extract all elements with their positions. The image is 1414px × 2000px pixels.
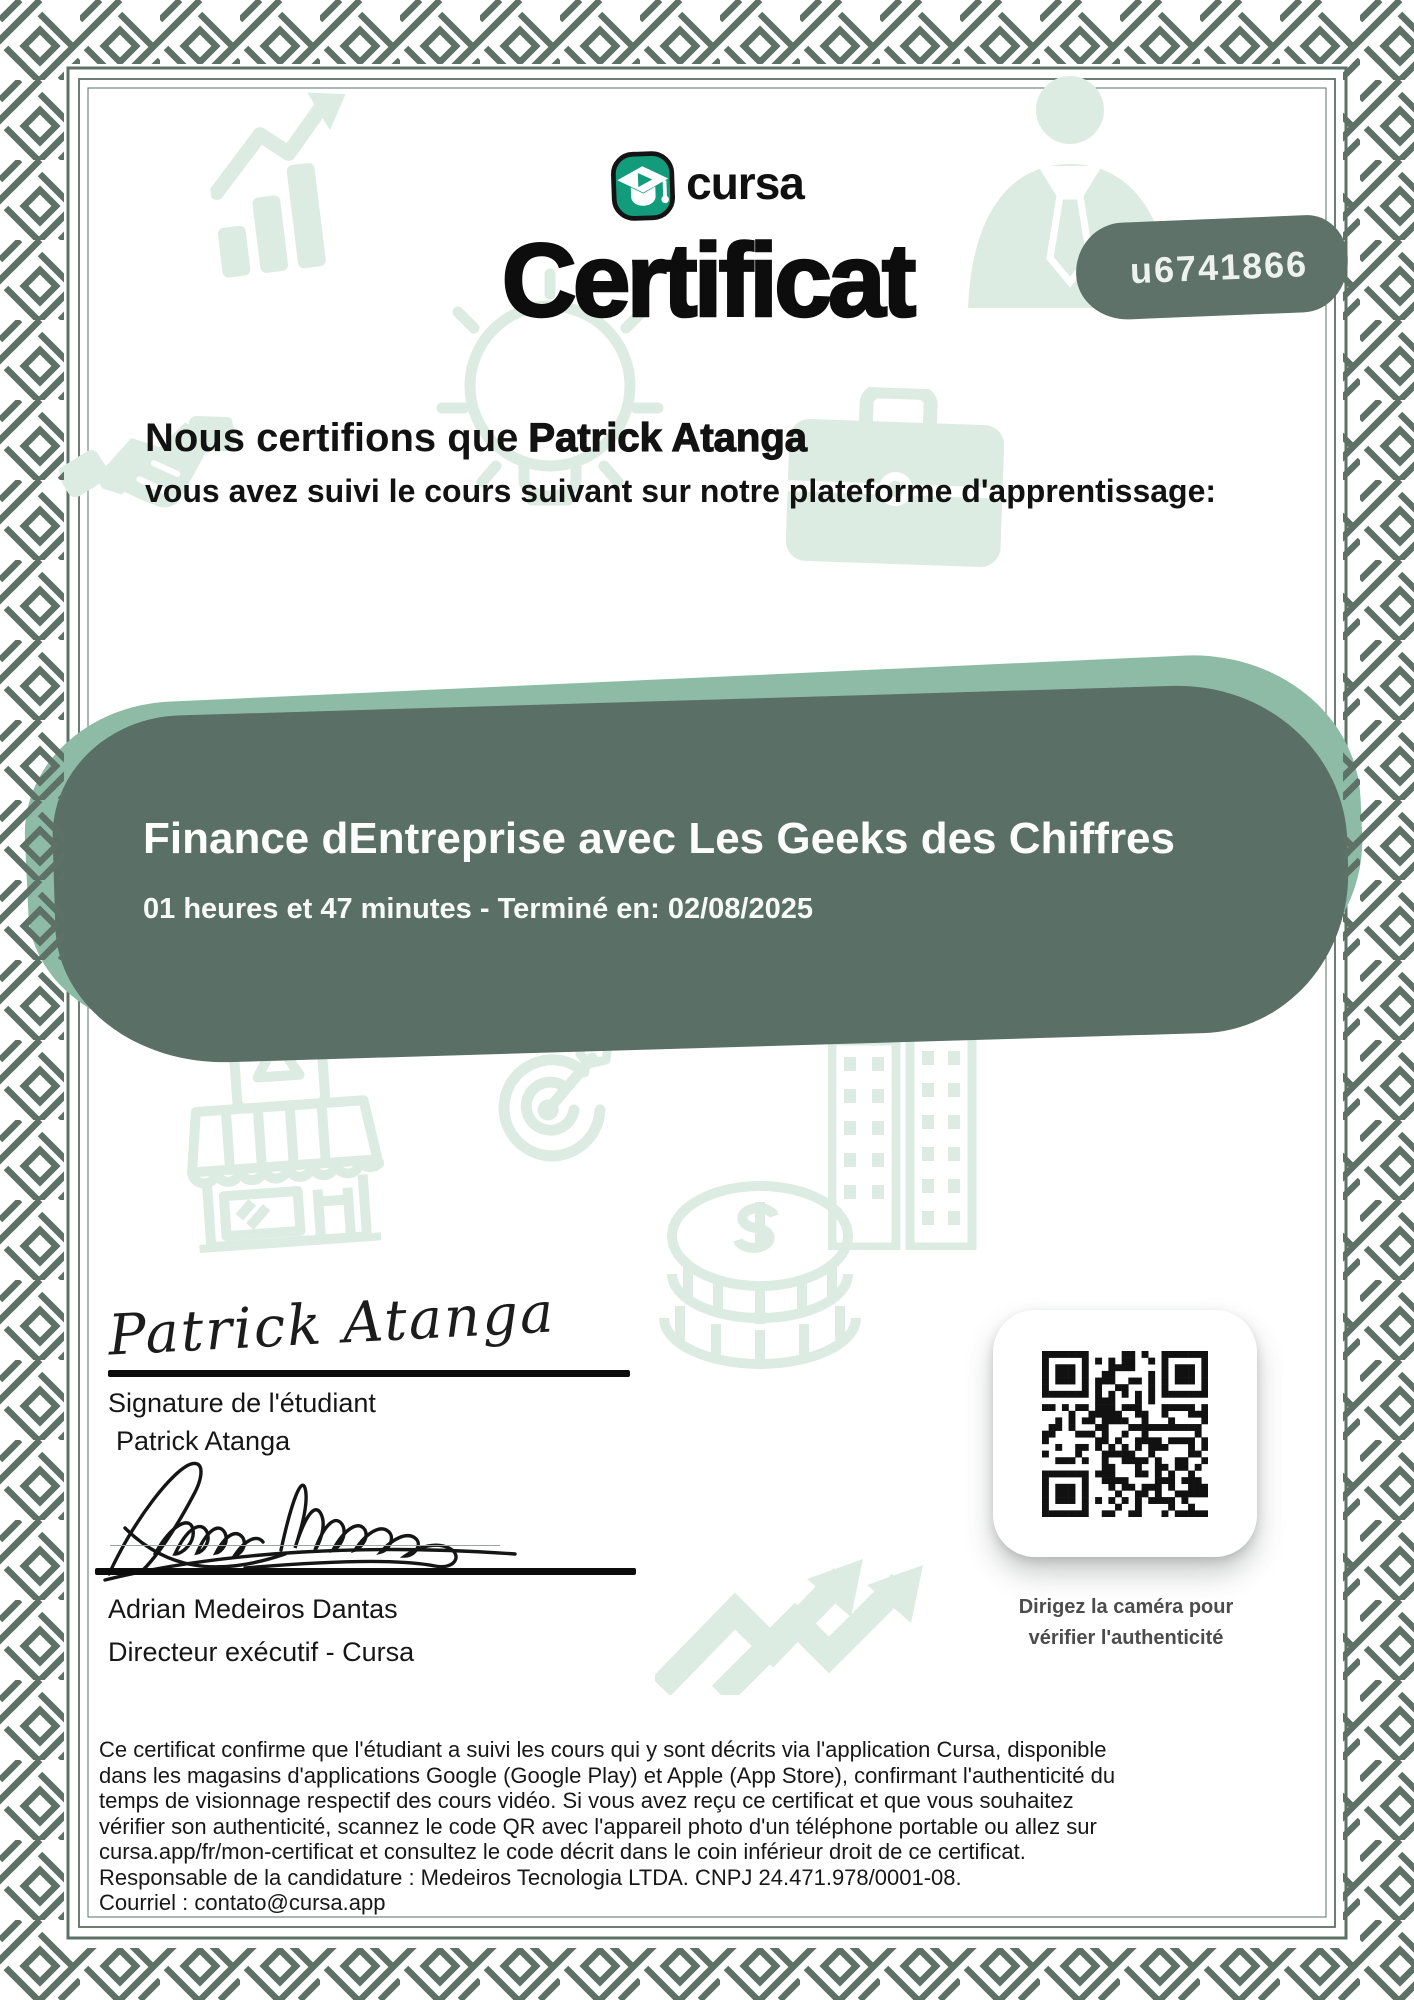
qr-caption-line2: vérifier l'authenticité [1028, 1627, 1224, 1649]
course-details: 01 heures et 47 minutes - Terminé en: 02/08/2025 [143, 893, 814, 925]
brand-wordmark: cursa [686, 157, 804, 209]
director-title: Directeur exécutif - Cursa [108, 1637, 415, 1667]
qr-caption-line1: Dirigez la caméra pour [1018, 1596, 1234, 1618]
footer-line: vérifier son authenticité, scannez le code QR avec l'appareil photo d'un téléphone portable ou allez sur [99, 1813, 1097, 1839]
footer-line: Responsable de la candidature : Medeiros Tecnologia LTDA. CNPJ 24.471.978/0001-08. [99, 1864, 962, 1890]
certify-label: Nous certifions que [145, 416, 519, 460]
footer-line: temps de visionnage respectif des cours vidéo. Si vous avez reçu ce certificat et que vous souhaitez [99, 1788, 1074, 1813]
student-signature-script: Patrick Atanga [106, 1280, 557, 1369]
certificate-id: u6741866 [1129, 242, 1309, 291]
footer-line: Courriel : contato@cursa.app [99, 1890, 386, 1915]
director-name: Adrian Medeiros Dantas [108, 1594, 398, 1624]
student-signature-label: Signature de l'étudiant [108, 1388, 376, 1418]
brand-header [0, 150, 1414, 222]
footer-line: dans les magasins d'applications Google (Google Play) et Apple (App Store), confirmant l'authenticité du [99, 1762, 1116, 1788]
student-signature-name: Patrick Atanga [116, 1426, 291, 1456]
signature-guide-line [110, 1545, 500, 1546]
cursa-logo-icon [609, 149, 677, 223]
footer-legal-text [99, 1737, 1289, 1916]
qr-caption [978, 1592, 1274, 1654]
intro-block [145, 416, 1216, 510]
director-signature-script [95, 1458, 525, 1583]
footer-line: cursa.app/fr/mon-certificat et consultez le code décrit dans le coin inférieur droit de ce certificat. [99, 1839, 1026, 1864]
rising-arrows-watermark-icon [655, 1545, 925, 1695]
signature-line [95, 1568, 636, 1575]
footer-line: Ce certificat confirme que l'étudiant a suivi les cours qui y sont décrits via l'application Cursa, disponible [99, 1737, 1107, 1762]
page-title: Certificat [501, 223, 913, 339]
intro-subtitle: vous avez suivi le cours suivant sur notre plateforme d'apprentissage: [145, 473, 1217, 509]
course-title: Finance dEntreprise avec Les Geeks des Chiffres [143, 814, 1176, 863]
signature-line [108, 1370, 630, 1377]
qr-card [993, 1310, 1257, 1557]
course-panel [49, 681, 1353, 1067]
student-name: Patrick Atanga [528, 416, 808, 460]
qr-code [1042, 1351, 1208, 1517]
